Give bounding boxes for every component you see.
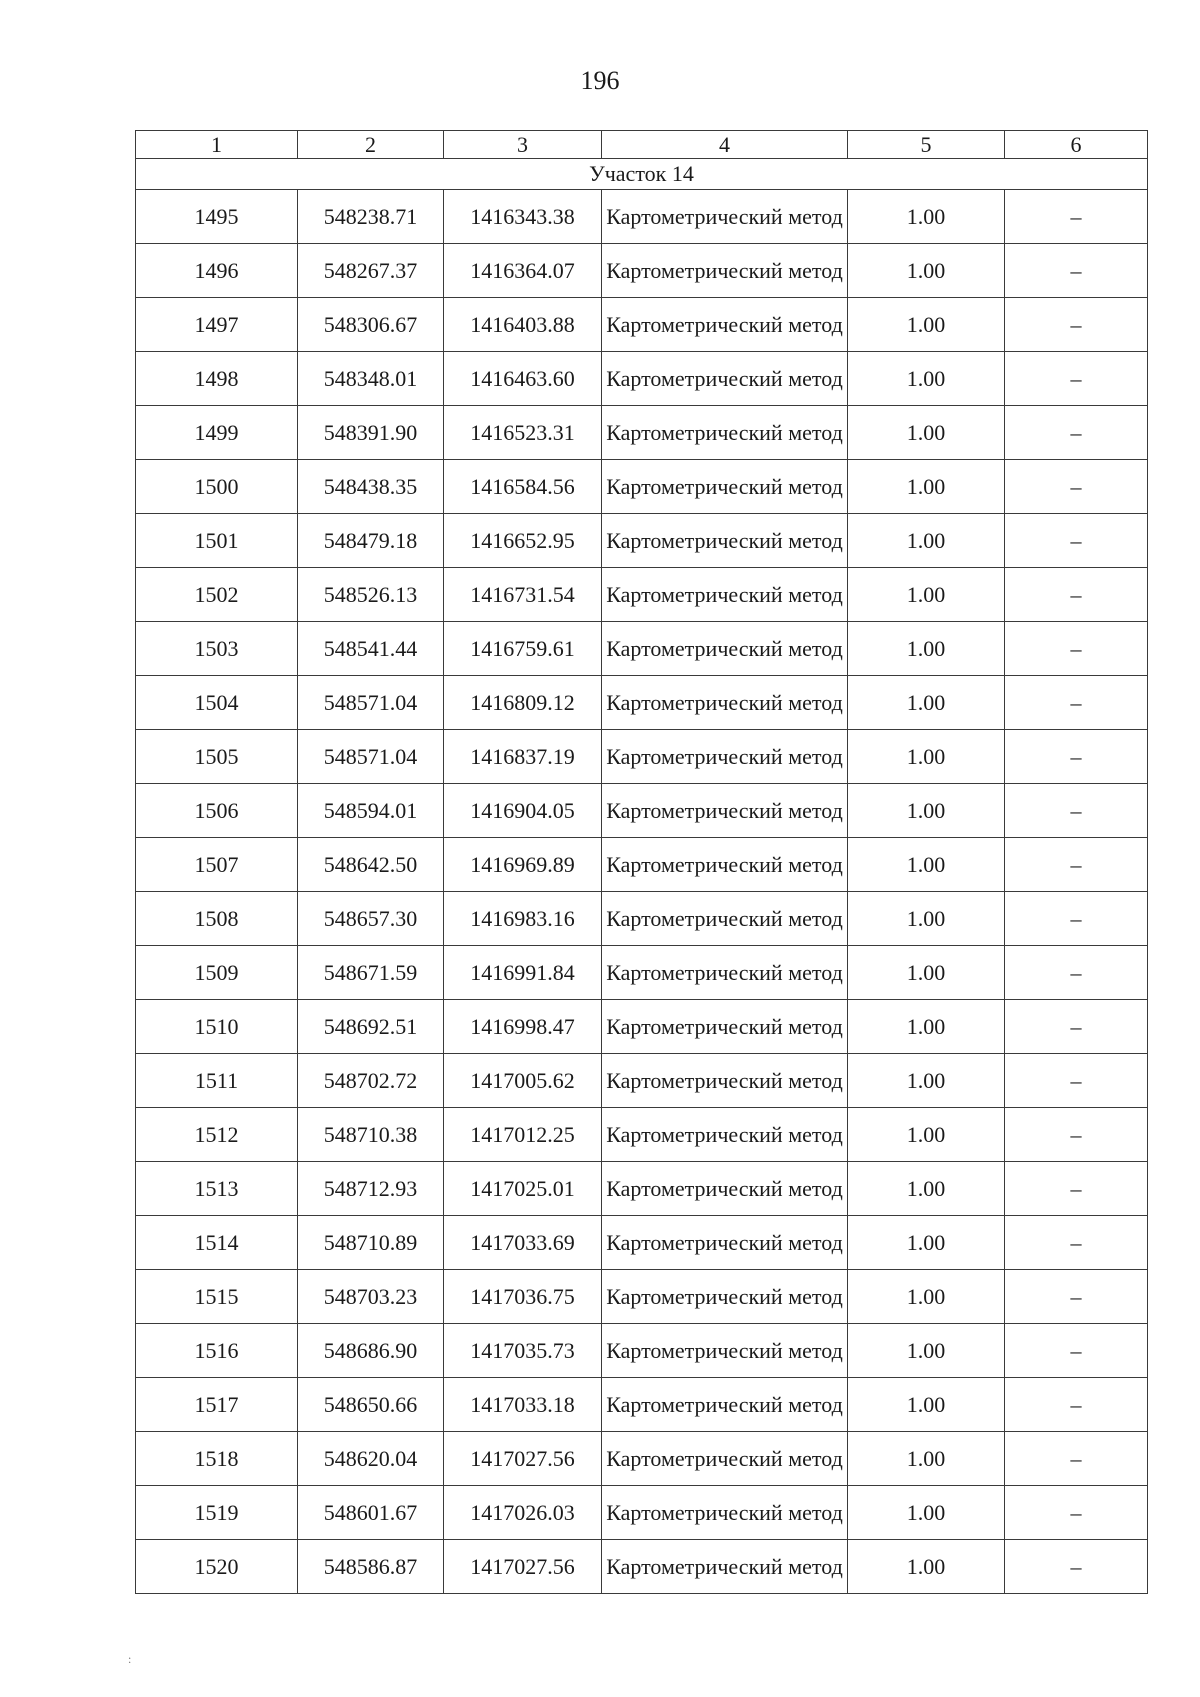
note-cell: – <box>1005 568 1148 622</box>
y-coordinate-cell: 1417026.03 <box>444 1486 602 1540</box>
note-cell: – <box>1005 460 1148 514</box>
accuracy-cell: 1.00 <box>848 892 1005 946</box>
y-coordinate-cell: 1416403.88 <box>444 298 602 352</box>
table-row <box>136 190 1148 244</box>
method-cell <box>602 946 848 1000</box>
note-cell: – <box>1005 1000 1148 1054</box>
y-coordinate-cell: 1417027.56 <box>444 1432 602 1486</box>
y-coordinate-cell: 1417027.56 <box>444 1540 602 1594</box>
x-coordinate-cell: 548650.66 <box>298 1378 444 1432</box>
method-text: Картометрический метод <box>606 474 843 499</box>
accuracy-cell: 1.00 <box>848 1054 1005 1108</box>
section-row <box>136 159 1148 190</box>
method-cell <box>602 676 848 730</box>
point-number-cell: 1515 <box>136 1270 298 1324</box>
accuracy-cell: 1.00 <box>848 190 1005 244</box>
method-cell <box>602 1054 848 1108</box>
y-coordinate-cell: 1416904.05 <box>444 784 602 838</box>
point-number-cell: 1504 <box>136 676 298 730</box>
accuracy-cell: 1.00 <box>848 1540 1005 1594</box>
y-coordinate-cell: 1416523.31 <box>444 406 602 460</box>
table-row <box>136 460 1148 514</box>
point-number-cell: 1495 <box>136 190 298 244</box>
column-number-2: 2 <box>298 131 444 159</box>
accuracy-cell: 1.00 <box>848 784 1005 838</box>
point-number-cell: 1516 <box>136 1324 298 1378</box>
x-coordinate-cell: 548702.72 <box>298 1054 444 1108</box>
accuracy-cell: 1.00 <box>848 568 1005 622</box>
method-cell <box>602 514 848 568</box>
point-number-cell: 1518 <box>136 1432 298 1486</box>
table-row <box>136 514 1148 568</box>
y-coordinate-cell: 1416364.07 <box>444 244 602 298</box>
column-number-row <box>136 131 1148 159</box>
note-cell: – <box>1005 838 1148 892</box>
column-number-6: 6 <box>1005 131 1148 159</box>
point-number-cell: 1509 <box>136 946 298 1000</box>
point-number-cell: 1503 <box>136 622 298 676</box>
table-row <box>136 622 1148 676</box>
method-cell <box>602 784 848 838</box>
table-row <box>136 1324 1148 1378</box>
method-text: Картометрический метод <box>606 852 843 877</box>
y-coordinate-cell: 1416343.38 <box>444 190 602 244</box>
x-coordinate-cell: 548657.30 <box>298 892 444 946</box>
y-coordinate-cell: 1417012.25 <box>444 1108 602 1162</box>
point-number-cell: 1502 <box>136 568 298 622</box>
y-coordinate-cell: 1416991.84 <box>444 946 602 1000</box>
point-number-cell: 1517 <box>136 1378 298 1432</box>
note-cell: – <box>1005 298 1148 352</box>
accuracy-cell: 1.00 <box>848 1270 1005 1324</box>
point-number-cell: 1505 <box>136 730 298 784</box>
accuracy-cell: 1.00 <box>848 244 1005 298</box>
x-coordinate-cell: 548703.23 <box>298 1270 444 1324</box>
note-cell: – <box>1005 946 1148 1000</box>
method-cell <box>602 568 848 622</box>
method-cell <box>602 1270 848 1324</box>
note-cell: – <box>1005 1216 1148 1270</box>
page-number: 196 <box>580 66 620 95</box>
accuracy-cell: 1.00 <box>848 1162 1005 1216</box>
note-cell: – <box>1005 1432 1148 1486</box>
method-cell <box>602 622 848 676</box>
y-coordinate-cell: 1417035.73 <box>444 1324 602 1378</box>
point-number-cell: 1507 <box>136 838 298 892</box>
accuracy-cell: 1.00 <box>848 406 1005 460</box>
y-coordinate-cell: 1416969.89 <box>444 838 602 892</box>
accuracy-cell: 1.00 <box>848 352 1005 406</box>
note-cell: – <box>1005 1270 1148 1324</box>
method-cell <box>602 1000 848 1054</box>
table-row <box>136 784 1148 838</box>
table-row <box>136 1378 1148 1432</box>
x-coordinate-cell: 548642.50 <box>298 838 444 892</box>
method-text: Картометрический метод <box>606 744 843 769</box>
point-number-cell: 1508 <box>136 892 298 946</box>
method-text: Картометрический метод <box>606 960 843 985</box>
table-row <box>136 1432 1148 1486</box>
accuracy-cell: 1.00 <box>848 676 1005 730</box>
x-coordinate-cell: 548712.93 <box>298 1162 444 1216</box>
method-text: Картометрический метод <box>606 1230 843 1255</box>
note-cell: – <box>1005 514 1148 568</box>
y-coordinate-cell: 1417033.69 <box>444 1216 602 1270</box>
stray-mark: : <box>128 1652 132 1666</box>
method-text: Картометрический метод <box>606 1500 843 1525</box>
method-text: Картометрический метод <box>606 1446 843 1471</box>
note-cell: – <box>1005 730 1148 784</box>
note-cell: – <box>1005 1378 1148 1432</box>
table-row <box>136 1000 1148 1054</box>
y-coordinate-cell: 1416731.54 <box>444 568 602 622</box>
method-text: Картометрический метод <box>606 312 843 337</box>
x-coordinate-cell: 548594.01 <box>298 784 444 838</box>
y-coordinate-cell: 1416809.12 <box>444 676 602 730</box>
note-cell: – <box>1005 892 1148 946</box>
x-coordinate-cell: 548710.89 <box>298 1216 444 1270</box>
x-coordinate-cell: 548710.38 <box>298 1108 444 1162</box>
accuracy-cell: 1.00 <box>848 298 1005 352</box>
note-cell: – <box>1005 1324 1148 1378</box>
method-text: Картометрический метод <box>606 1014 843 1039</box>
x-coordinate-cell: 548541.44 <box>298 622 444 676</box>
method-cell <box>602 1432 848 1486</box>
column-number-1: 1 <box>136 131 298 159</box>
coordinates-table <box>135 130 1148 1594</box>
x-coordinate-cell: 548479.18 <box>298 514 444 568</box>
table-row <box>136 1216 1148 1270</box>
x-coordinate-cell: 548348.01 <box>298 352 444 406</box>
point-number-cell: 1506 <box>136 784 298 838</box>
x-coordinate-cell: 548571.04 <box>298 676 444 730</box>
accuracy-cell: 1.00 <box>848 946 1005 1000</box>
note-cell: – <box>1005 622 1148 676</box>
point-number-cell: 1520 <box>136 1540 298 1594</box>
method-text: Картометрический метод <box>606 366 843 391</box>
method-cell <box>602 244 848 298</box>
column-number-5: 5 <box>848 131 1005 159</box>
table-row <box>136 892 1148 946</box>
method-text: Картометрический метод <box>606 690 843 715</box>
method-cell <box>602 838 848 892</box>
method-cell <box>602 1216 848 1270</box>
y-coordinate-cell: 1416584.56 <box>444 460 602 514</box>
table-row <box>136 838 1148 892</box>
point-number-cell: 1513 <box>136 1162 298 1216</box>
method-cell <box>602 460 848 514</box>
method-text: Картометрический метод <box>606 906 843 931</box>
column-number-3: 3 <box>444 131 602 159</box>
point-number-cell: 1511 <box>136 1054 298 1108</box>
y-coordinate-cell: 1416652.95 <box>444 514 602 568</box>
x-coordinate-cell: 548571.04 <box>298 730 444 784</box>
method-cell <box>602 1540 848 1594</box>
method-text: Картометрический метод <box>606 1284 843 1309</box>
point-number-cell: 1496 <box>136 244 298 298</box>
x-coordinate-cell: 548526.13 <box>298 568 444 622</box>
table-row <box>136 1054 1148 1108</box>
x-coordinate-cell: 548686.90 <box>298 1324 444 1378</box>
table-row <box>136 1486 1148 1540</box>
note-cell: – <box>1005 244 1148 298</box>
note-cell: – <box>1005 190 1148 244</box>
x-coordinate-cell: 548692.51 <box>298 1000 444 1054</box>
note-cell: – <box>1005 1486 1148 1540</box>
note-cell: – <box>1005 1054 1148 1108</box>
method-cell <box>602 352 848 406</box>
method-text: Картометрический метод <box>606 1338 843 1363</box>
y-coordinate-cell: 1416983.16 <box>444 892 602 946</box>
y-coordinate-cell: 1416463.60 <box>444 352 602 406</box>
y-coordinate-cell: 1416998.47 <box>444 1000 602 1054</box>
method-cell <box>602 1324 848 1378</box>
accuracy-cell: 1.00 <box>848 460 1005 514</box>
method-text: Картометрический метод <box>606 258 843 283</box>
method-cell <box>602 892 848 946</box>
x-coordinate-cell: 548620.04 <box>298 1432 444 1486</box>
x-coordinate-cell: 548671.59 <box>298 946 444 1000</box>
method-text: Картометрический метод <box>606 1122 843 1147</box>
x-coordinate-cell: 548267.37 <box>298 244 444 298</box>
method-text: Картометрический метод <box>606 636 843 661</box>
method-text: Картометрический метод <box>606 1176 843 1201</box>
accuracy-cell: 1.00 <box>848 730 1005 784</box>
point-number-cell: 1519 <box>136 1486 298 1540</box>
point-number-cell: 1499 <box>136 406 298 460</box>
method-cell <box>602 406 848 460</box>
table-row <box>136 946 1148 1000</box>
point-number-cell: 1497 <box>136 298 298 352</box>
point-number-cell: 1500 <box>136 460 298 514</box>
method-cell <box>602 190 848 244</box>
point-number-cell: 1512 <box>136 1108 298 1162</box>
method-text: Картометрический метод <box>606 798 843 823</box>
x-coordinate-cell: 548438.35 <box>298 460 444 514</box>
method-cell <box>602 730 848 784</box>
note-cell: – <box>1005 406 1148 460</box>
y-coordinate-cell: 1417025.01 <box>444 1162 602 1216</box>
note-cell: – <box>1005 1540 1148 1594</box>
accuracy-cell: 1.00 <box>848 1324 1005 1378</box>
table-row <box>136 1270 1148 1324</box>
table-row <box>136 298 1148 352</box>
table-body <box>136 131 1148 1594</box>
accuracy-cell: 1.00 <box>848 1108 1005 1162</box>
y-coordinate-cell: 1417005.62 <box>444 1054 602 1108</box>
y-coordinate-cell: 1417033.18 <box>444 1378 602 1432</box>
note-cell: – <box>1005 784 1148 838</box>
accuracy-cell: 1.00 <box>848 514 1005 568</box>
accuracy-cell: 1.00 <box>848 1378 1005 1432</box>
y-coordinate-cell: 1417036.75 <box>444 1270 602 1324</box>
point-number-cell: 1501 <box>136 514 298 568</box>
method-text: Картометрический метод <box>606 1392 843 1417</box>
table-row <box>136 676 1148 730</box>
method-text: Картометрический метод <box>606 420 843 445</box>
note-cell: – <box>1005 1162 1148 1216</box>
accuracy-cell: 1.00 <box>848 622 1005 676</box>
x-coordinate-cell: 548586.87 <box>298 1540 444 1594</box>
section-title: Участок 14 <box>136 159 1148 190</box>
y-coordinate-cell: 1416837.19 <box>444 730 602 784</box>
note-cell: – <box>1005 352 1148 406</box>
accuracy-cell: 1.00 <box>848 1486 1005 1540</box>
point-number-cell: 1510 <box>136 1000 298 1054</box>
method-cell <box>602 1486 848 1540</box>
x-coordinate-cell: 548391.90 <box>298 406 444 460</box>
table-row <box>136 730 1148 784</box>
method-cell <box>602 298 848 352</box>
accuracy-cell: 1.00 <box>848 1432 1005 1486</box>
method-cell <box>602 1378 848 1432</box>
table-row <box>136 406 1148 460</box>
method-text: Картометрический метод <box>606 204 843 229</box>
x-coordinate-cell: 548238.71 <box>298 190 444 244</box>
accuracy-cell: 1.00 <box>848 1000 1005 1054</box>
table-row <box>136 1108 1148 1162</box>
method-text: Картометрический метод <box>606 1068 843 1093</box>
column-number-4: 4 <box>602 131 848 159</box>
point-number-cell: 1498 <box>136 352 298 406</box>
point-number-cell: 1514 <box>136 1216 298 1270</box>
accuracy-cell: 1.00 <box>848 1216 1005 1270</box>
method-text: Картометрический метод <box>606 1554 843 1579</box>
table-row <box>136 352 1148 406</box>
note-cell: – <box>1005 676 1148 730</box>
table-row <box>136 1540 1148 1594</box>
method-cell <box>602 1108 848 1162</box>
x-coordinate-cell: 548306.67 <box>298 298 444 352</box>
x-coordinate-cell: 548601.67 <box>298 1486 444 1540</box>
method-text: Картометрический метод <box>606 582 843 607</box>
table-row <box>136 1162 1148 1216</box>
note-cell: – <box>1005 1108 1148 1162</box>
y-coordinate-cell: 1416759.61 <box>444 622 602 676</box>
method-text: Картометрический метод <box>606 528 843 553</box>
table-row <box>136 568 1148 622</box>
table-row <box>136 244 1148 298</box>
accuracy-cell: 1.00 <box>848 838 1005 892</box>
method-cell <box>602 1162 848 1216</box>
